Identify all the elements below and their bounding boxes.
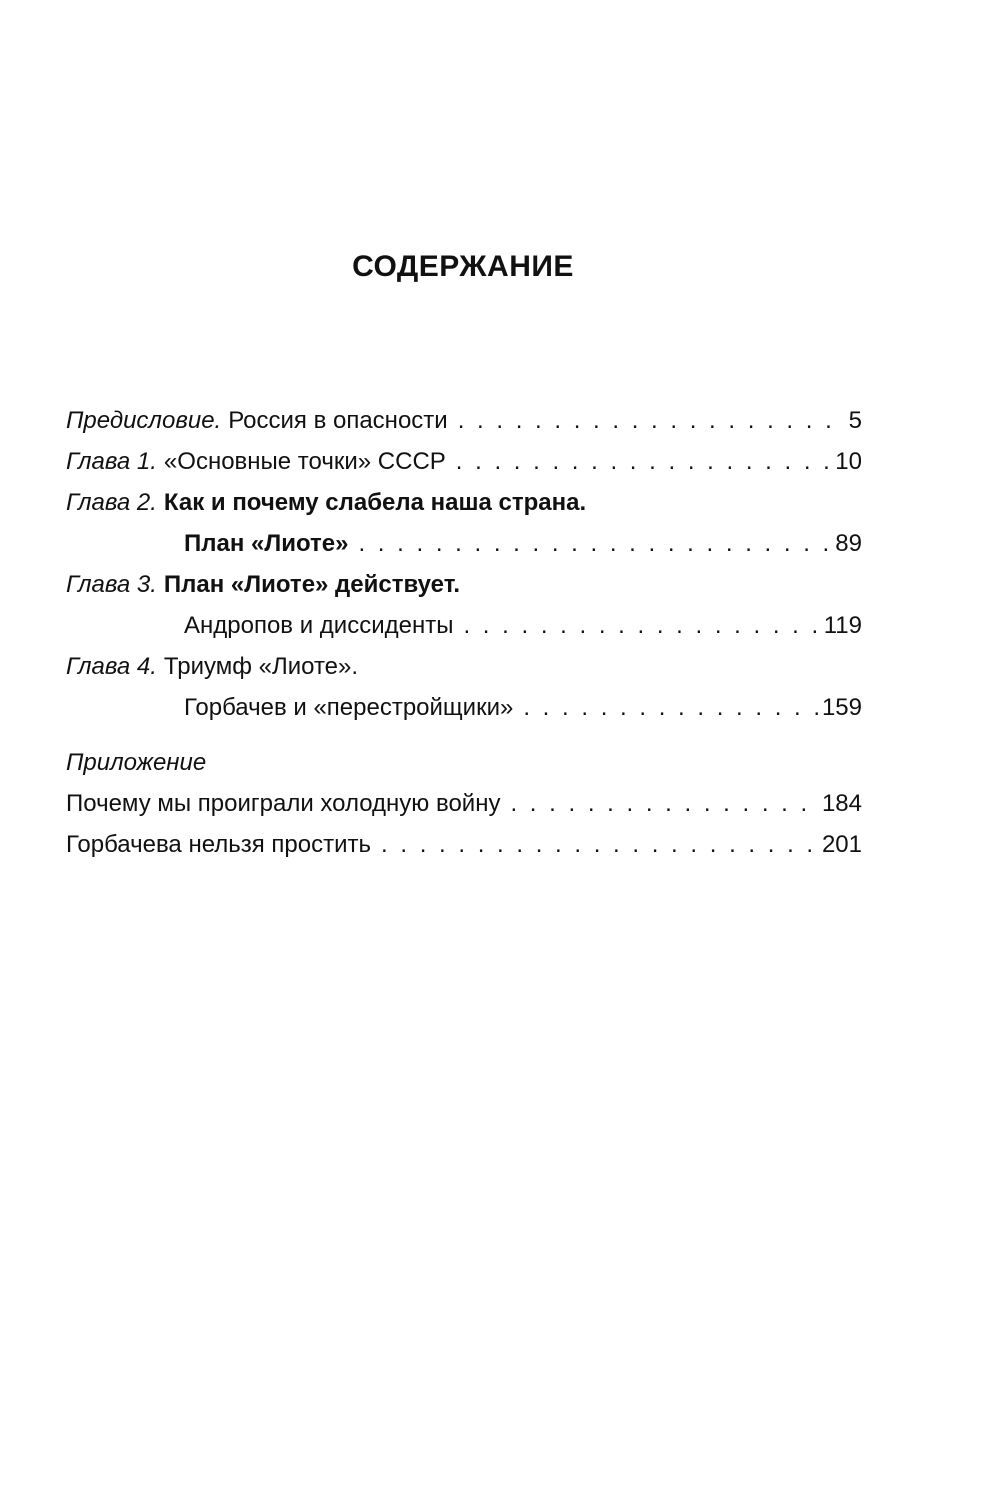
dot-leader xyxy=(348,523,835,564)
dot-leader xyxy=(453,605,823,646)
page-number: 159 xyxy=(821,694,862,721)
toc-entry-chapter-2[interactable] xyxy=(66,482,862,564)
toc-entry-chapter-1[interactable] xyxy=(66,441,862,482)
toc-entry-chapter-3[interactable] xyxy=(66,564,862,646)
entry-label: Глава 2. xyxy=(66,489,157,516)
entry-subtitle: План «Лиоте» xyxy=(184,530,349,557)
toc-entry-chapter-4[interactable] xyxy=(66,646,862,728)
dot-leader xyxy=(371,824,822,865)
table-of-contents xyxy=(66,400,862,865)
toc-entry-appendix-1[interactable] xyxy=(66,783,862,824)
entry-label: Глава 4. xyxy=(66,653,157,680)
entry-subtitle: Горбачев и «перестройщики» xyxy=(184,694,514,721)
entry-title: «Основные точки» СССР xyxy=(163,448,446,475)
toc-entry-appendix-2[interactable] xyxy=(66,824,862,865)
entry-title: План «Лиоте» действует. xyxy=(163,571,461,598)
entry-title: Горбачева нельзя простить xyxy=(66,831,372,858)
page-number: 5 xyxy=(848,407,862,434)
entry-title: Почему мы проиграли холодную войну xyxy=(66,790,501,817)
entry-subtitle: Андропов и диссиденты xyxy=(184,612,454,639)
page-number: 119 xyxy=(823,612,862,639)
entry-label: Глава 3. xyxy=(66,571,157,598)
dot-leader xyxy=(500,783,821,824)
dot-leader xyxy=(513,687,822,728)
appendix-heading: Приложение xyxy=(66,749,207,776)
entry-title: Россия в опасности xyxy=(228,407,448,434)
page-number: 89 xyxy=(835,530,862,557)
entry-label: Глава 1. xyxy=(66,448,157,475)
toc-entry-preface[interactable] xyxy=(66,400,862,441)
dot-leader xyxy=(446,441,836,482)
page-number: 201 xyxy=(821,831,862,858)
entry-title: Как и почему слабела наша страна. xyxy=(163,489,587,516)
entry-label: Предисловие. xyxy=(66,407,222,434)
page-title: СОДЕРЖАНИЕ xyxy=(352,250,574,283)
page-number: 10 xyxy=(835,448,862,475)
page-number: 184 xyxy=(821,790,862,817)
entry-title: Триумф «Лиоте». xyxy=(163,653,359,680)
dot-leader xyxy=(448,400,842,441)
